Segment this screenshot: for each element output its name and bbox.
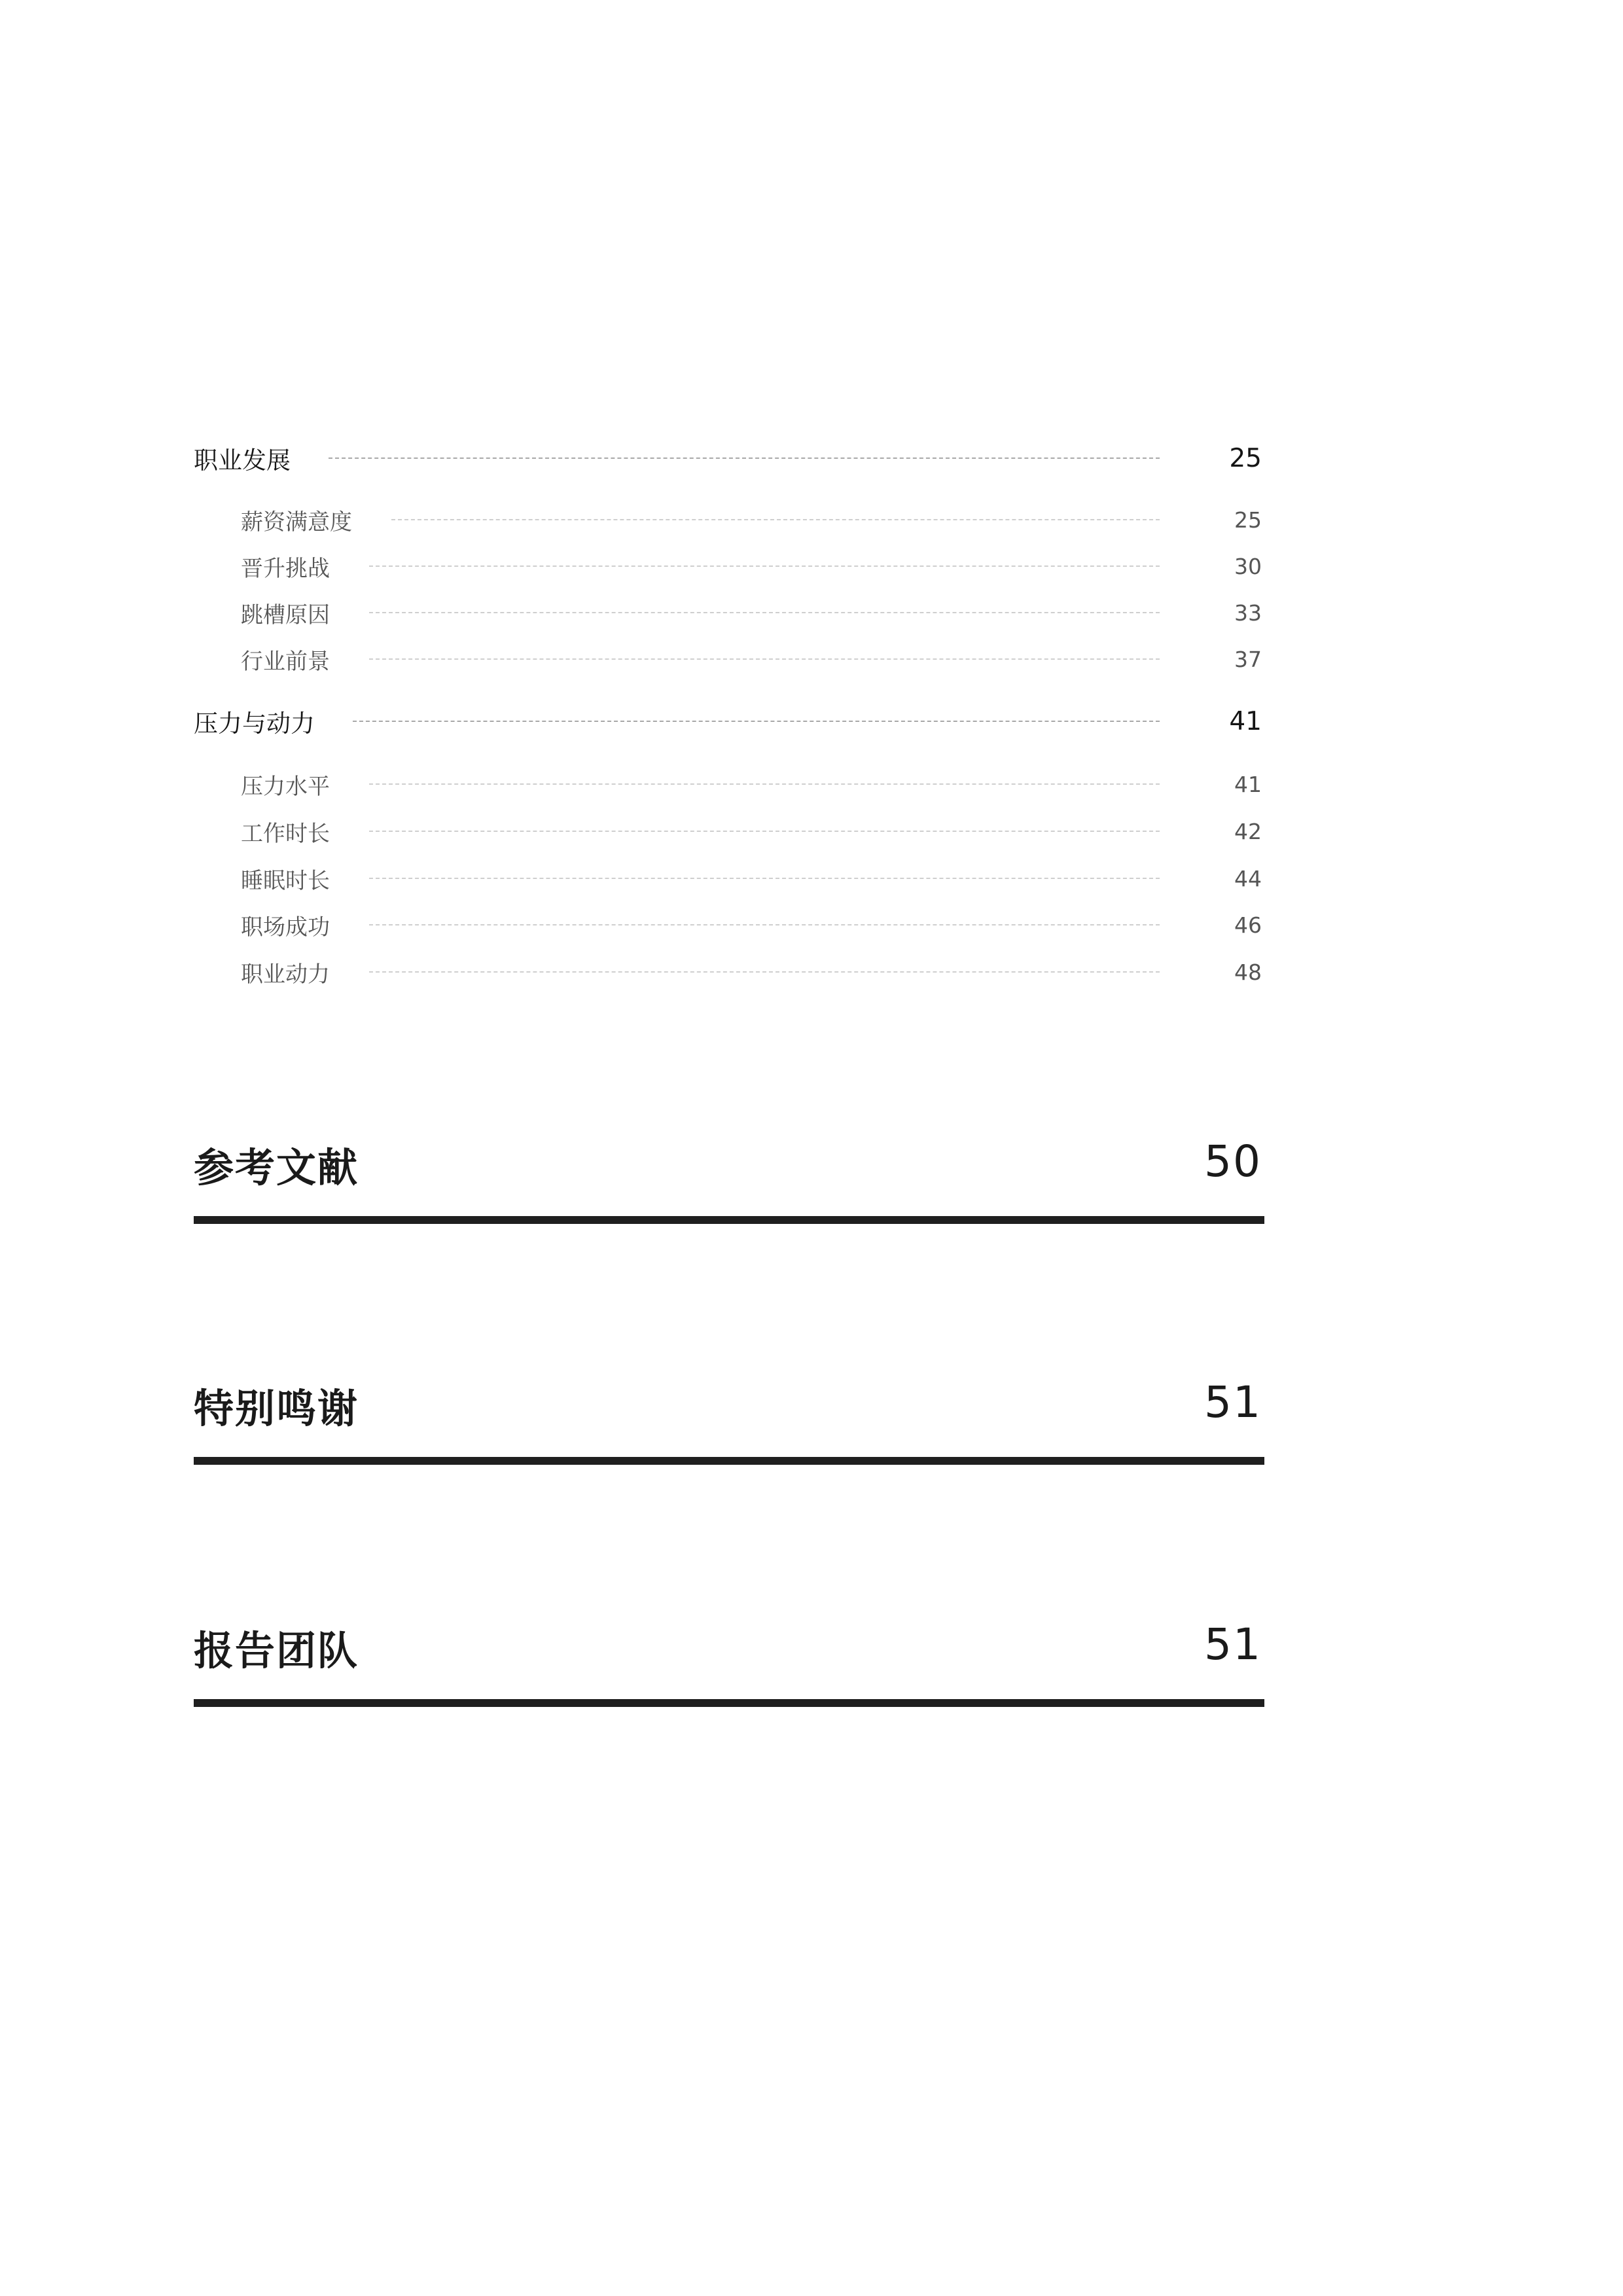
toc-sub-label: 行业前景 <box>241 648 330 675</box>
dotted-leader <box>369 878 1160 879</box>
section-page: 51 <box>1204 1619 1262 1670</box>
dotted-leader <box>369 658 1160 660</box>
toc-sub-entry[interactable] <box>194 812 1262 851</box>
dotted-leader <box>353 721 1160 722</box>
dotted-leader <box>329 457 1160 459</box>
section-title: 参考文献 <box>194 1145 359 1191</box>
toc-main-entry[interactable] <box>194 439 1262 478</box>
dotted-leader <box>369 831 1160 832</box>
toc-sub-label: 跳槽原因 <box>241 601 330 628</box>
section-divider <box>194 1457 1264 1465</box>
toc-sub-entry[interactable] <box>194 859 1262 898</box>
toc-section-references[interactable] <box>194 1136 1264 1228</box>
toc-sub-page: 33 <box>1234 600 1262 626</box>
toc-sub-page: 41 <box>1234 771 1262 797</box>
toc-main-page: 41 <box>1229 706 1262 736</box>
toc-sub-label: 压力水平 <box>241 773 330 800</box>
toc-main-label: 职业发展 <box>194 446 291 475</box>
toc-sub-page: 42 <box>1234 818 1262 844</box>
toc-sub-label: 职场成功 <box>241 914 330 941</box>
toc-sub-label: 睡眠时长 <box>241 867 330 894</box>
toc-sub-page: 37 <box>1234 646 1262 672</box>
toc-sub-page: 25 <box>1234 507 1262 533</box>
section-divider <box>194 1216 1264 1224</box>
toc-sub-entry[interactable] <box>194 905 1262 944</box>
toc-main-entry[interactable] <box>194 702 1262 741</box>
section-divider <box>194 1699 1264 1707</box>
toc-sub-entry[interactable] <box>194 593 1262 632</box>
dotted-leader <box>369 612 1160 613</box>
section-page: 50 <box>1204 1136 1262 1187</box>
toc-sub-page: 48 <box>1234 959 1262 985</box>
toc-sub-label: 工作时长 <box>241 820 330 847</box>
section-page: 51 <box>1204 1377 1262 1427</box>
dotted-leader <box>369 971 1160 973</box>
toc-sub-label: 职业动力 <box>241 961 330 988</box>
toc-sub-entry[interactable] <box>194 952 1262 992</box>
toc-sub-page: 44 <box>1234 865 1262 891</box>
toc-sub-entry[interactable] <box>194 764 1262 804</box>
dotted-leader <box>369 565 1160 567</box>
toc-sub-label: 晋升挑战 <box>241 555 330 582</box>
dotted-leader <box>391 519 1160 520</box>
dotted-leader <box>369 783 1160 785</box>
section-title: 报告团队 <box>194 1628 359 1674</box>
toc-main-page: 25 <box>1229 443 1262 473</box>
toc-sub-label: 薪资满意度 <box>241 509 352 535</box>
toc-sub-entry[interactable] <box>194 639 1262 679</box>
dotted-leader <box>369 924 1160 925</box>
toc-main-label: 压力与动力 <box>194 709 315 738</box>
toc-sub-page: 46 <box>1234 912 1262 938</box>
toc-sub-page: 30 <box>1234 553 1262 579</box>
section-title: 特别鸣谢 <box>194 1386 359 1432</box>
toc-sub-entry[interactable] <box>194 500 1262 539</box>
toc-section-report-team[interactable] <box>194 1619 1264 1711</box>
toc-section-acknowledgements[interactable] <box>194 1377 1264 1469</box>
toc-sub-entry[interactable] <box>194 547 1262 586</box>
